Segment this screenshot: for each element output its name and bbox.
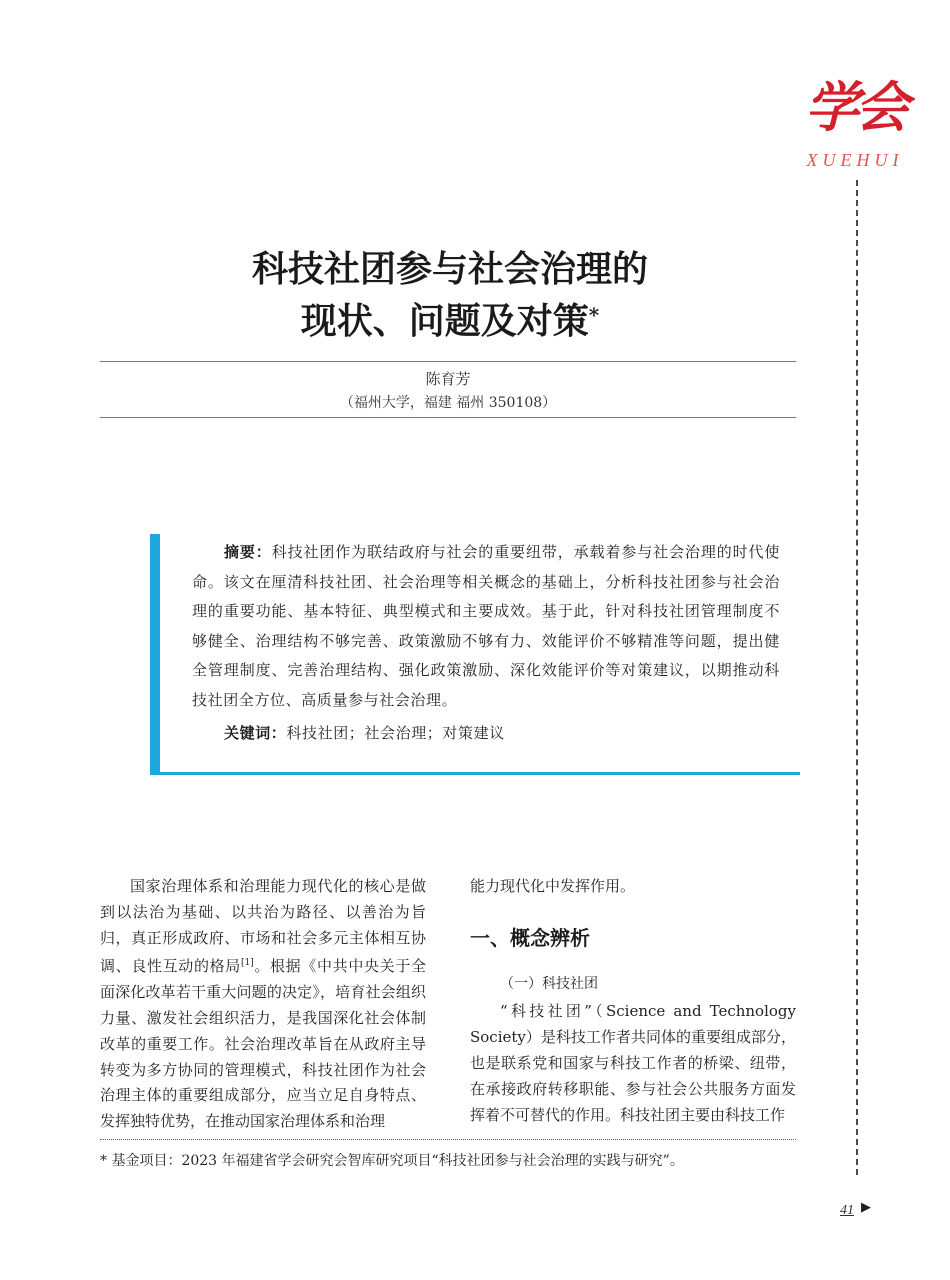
article-title-line1: 科技社团参与社会治理的 — [251, 248, 648, 290]
side-dashed-divider — [856, 180, 858, 1175]
title-footnote-mark: * — [588, 303, 600, 327]
keywords-label: 关键词： — [224, 724, 287, 742]
body-right-column — [470, 874, 796, 1128]
keywords-text: 科技社团；社会治理；对策建议 — [286, 724, 505, 742]
section-heading: 一、概念辨析 — [470, 925, 590, 950]
abstract-label: 摘要： — [224, 543, 272, 561]
abstract-text: 科技社团作为联结政府与社会的重要纽带，承载着参与社会治理的时代使命。该文在厘清科技社团、社会治理等相关概念的基础上，分析科技社团参与社会治理的重要功能、基本特征、典型模式和主要成效。基于此，针对科技社团管理制度不够健全、治理结构不够完善、政策激励不够有力、效能评价不够精准等问题，提出健全管理制度、完善治理结构、强化政策激励、深化效能评价等对策建议，以期推动科技社团全方位、高质量参与社会治理。 — [192, 543, 780, 709]
abstract-block — [192, 538, 780, 749]
intro-paragraph: 国家治理体系和治理能力现代化的核心是做到以法治为基础、以共治为路径、以善治为旨归，真正形成政府、市场和社会多元主体相互协调、良性互动的格局[1]。根据《中共中央关于全面深化改革若干重大问题的决定》，培育社会组织力量、激发社会组织活力，是我国深化社会体制改革的重要工作。社会治理改革旨在从政府主导转变为多方协同的管理模式，科技社团作为社会治理主体的重要组成部分，应当立足自身特点、发挥独特优势，在推动国家治理体系和治理 — [100, 877, 426, 1131]
journal-logo: 学会 — [805, 75, 905, 139]
keywords-line — [192, 719, 780, 749]
title-rule-top — [100, 361, 796, 362]
abstract-paragraph — [192, 538, 780, 715]
intro-paragraph-continued: 能力现代化中发挥作用。 — [470, 877, 636, 895]
subsection-heading: （一）科技社团 — [500, 975, 598, 992]
page-arrow-icon: ▶ — [861, 1200, 871, 1215]
author-name: 陈育芳 — [425, 370, 471, 388]
author-affiliation: （福州大学，福建 福州 350108） — [339, 395, 557, 411]
reference-marker: [1] — [240, 958, 254, 969]
concept-paragraph: “科技社团”（Science and Technology Society）是科技工作者共同体的重要组成部分，也是联系党和国家与科技工作者的桥梁、纽带，在承接政府转移职能、参与社会公共服务方面发挥着不可替代的作用。科技社团主要由科技工作 — [470, 1002, 796, 1124]
page-number: 41 — [840, 1203, 854, 1218]
footnote-rule — [100, 1139, 796, 1140]
journal-logo-english: XUEHUI — [806, 150, 904, 170]
body-left-column — [100, 874, 426, 1135]
footnote: * 基金项目：2023 年福建省学会研究会智库研究项目“科技社团参与社会治理的实践与研究”。 — [100, 1153, 684, 1169]
article-title-line2: 现状、问题及对策* — [300, 300, 600, 342]
title-rule-bottom — [100, 417, 796, 418]
